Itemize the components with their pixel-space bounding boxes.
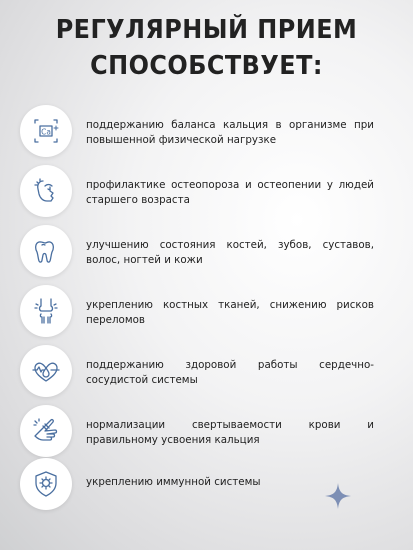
benefit-text: поддержанию баланса кальция в организме при повышенной физической нагрузке — [86, 119, 374, 146]
elderly-face-icon — [20, 165, 72, 217]
benefit-item-immunity — [0, 458, 413, 518]
benefit-text: улучшению состояния костей, зубов, суставов, волос, ногтей и кожи — [86, 239, 374, 266]
svg-text:Ca: Ca — [41, 127, 51, 137]
benefit-item-osteoporosis — [0, 165, 413, 225]
benefit-item-calcium — [0, 105, 413, 165]
knee-joint-icon — [20, 285, 72, 337]
shield-virus-icon — [20, 458, 72, 510]
benefit-text: поддержанию здоровой работы сердечно-сосудистой системы — [86, 359, 374, 386]
benefit-item-teeth — [0, 225, 413, 285]
title-line-1: РЕГУЛЯРНЫЙ ПРИЕМ — [55, 15, 358, 45]
title-line-2: СПОСОБСТВУЕТ: — [90, 51, 323, 81]
heart-drop-icon — [20, 345, 72, 397]
benefit-item-heart — [0, 345, 413, 405]
benefit-text: укреплению иммунной системы — [86, 476, 261, 488]
bandaged-hand-icon — [20, 405, 72, 457]
benefit-text: нормализации свертываемости крови и правильному усвоения кальция — [86, 419, 374, 446]
tooth-icon — [20, 225, 72, 277]
calcium-icon — [20, 105, 72, 157]
benefit-text: профилактике остеопороза и остеопении у людей старшего возраста — [86, 179, 374, 206]
benefit-item-blood — [0, 405, 413, 465]
benefit-text: укреплению костных тканей, снижению рисков переломов — [86, 299, 374, 326]
sparkle-icon — [325, 483, 351, 509]
benefit-item-bones — [0, 285, 413, 345]
